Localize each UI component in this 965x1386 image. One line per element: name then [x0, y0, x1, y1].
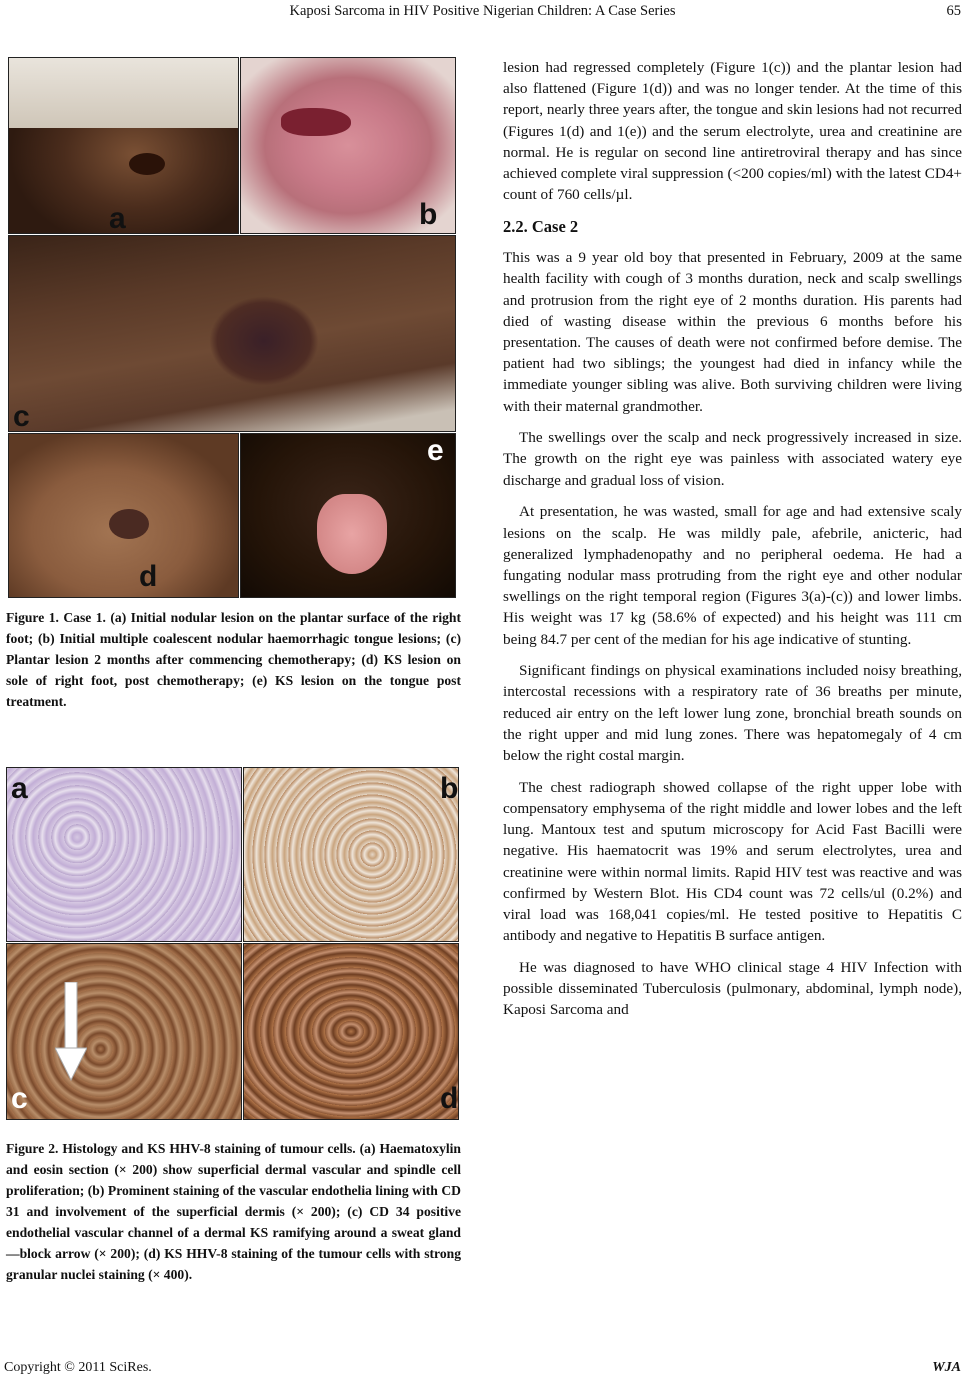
panel-label: e — [427, 434, 444, 467]
panel-label: a — [109, 202, 126, 234]
paragraph-continued: lesion had regressed completely (Figure 1(c)) and the plantar lesion had also flattened (Figure 1(d)) and was no longer tender. At the time of this report, nearly three years after, the tongue and skin lesions had not recurred (Figures 1(d) and 1(e)) and the serum electrolyte, urea and creatinine are normal. He is regular on second line antiretroviral therapy and has since achieved complete viral suppression (<200 copies/ml) with the latest CD4+ count of 760 cells/µl. — [503, 59, 962, 204]
journal-abbreviation: WJA — [932, 1360, 961, 1375]
figure-2-panel-d-micrograph — [243, 943, 459, 1120]
panel-label: a — [11, 772, 28, 805]
panel-label: c — [11, 1082, 28, 1115]
panel-label: d — [139, 560, 158, 593]
page-number: 65 — [946, 3, 961, 19]
panel-label: d — [440, 1082, 459, 1115]
paragraph-case-2-1: This was a 9 year old boy that presented in February, 2009 at the same health facility with cough of 3 months duration, neck and scalp swellings and protrusion from the right eye of 2 months duration. His parents had died of wasting disease within the previous 6 months before his presentation. The causes of death were not confirmed before demise. The patient had two siblings; the youngest had died in infancy while the immediate younger sibling was alive. Both surviving children were living with their maternal grandmother. — [503, 249, 962, 415]
figure-2-panel-c-micrograph — [6, 943, 242, 1120]
paragraph-case-2-4: Significant findings on physical examinations included noisy breathing, intercostal recessions with a respiratory rate of 36 breaths per minute, reduced air entry on the left lower lung zone, bronchial breath sounds on the right upper and mid lung zones. There was hepatomegaly of 4 cm below the right costal margin. — [503, 662, 962, 765]
paragraph-case-2-2: The swellings over the scalp and neck progressively increased in size. The growth on the right eye was painless with associated watery eye discharge and gradual loss of vision. — [503, 429, 962, 489]
page-footer — [0, 1360, 965, 1382]
figure-2-caption-text: Figure 2. Histology and KS HHV-8 staining of tumour cells. (a) Haematoxylin and eosin section (× 200) show superficial dermal vascular and spindle cell proliferation; (b) Prominent staining of the vascular endothelia lining with CD 31 and involvement of the superficial dermis (× 200); (c) CD 34 positive endothelial vascular channel of a dermal KS ramifying around a sweat gland—block arrow (× 200); (d) KS HHV-8 staining of the tumour cells with strong granular nuclei staining (× 400). — [6, 1141, 461, 1282]
figure-2-caption — [6, 1138, 461, 1285]
figure-1 — [8, 57, 457, 599]
right-column — [503, 57, 962, 1031]
panel-label: b — [419, 198, 438, 231]
block-arrow-icon — [55, 982, 87, 1082]
panel-label: c — [13, 400, 30, 432]
panel-label: b — [440, 772, 459, 805]
paragraph-case-2-3: At presentation, he was wasted, small for age and had extensive scaly lesions on the scalp. He was mildly pale, afebrile, anicteric, had generalized lymphadenopathy and no peripheral oedema. He had a fungating nodular mass protruding from the right eye and other nodular swellings on the right temporal region (Figures 3(a)-(c)) and lower limbs. His weight was 17 kg (58.6% of expected) and his height was 111 cm being 84.7 per cent of the median for his age indicative of stunting. — [503, 503, 962, 648]
paragraph-case-2-6: He was diagnosed to have WHO clinical stage 4 HIV Infection with possible disseminated Tuberculosis (pulmonary, abdominal, lymph node), Kaposi Sarcoma and — [503, 958, 962, 1019]
figure-1-panel-e-photo — [240, 433, 456, 598]
figure-2-panel-a-micrograph — [6, 767, 242, 942]
copyright-notice: Copyright © 2011 SciRes. — [4, 1360, 152, 1375]
figure-2-panel-b-micrograph — [243, 767, 459, 942]
figure-1-panel-c-photo — [8, 235, 456, 432]
figure-1-panel-d-photo — [8, 433, 239, 598]
figure-1-caption-text: Figure 1. Case 1. (a) Initial nodular lesion on the plantar surface of the right foot; (b) Initial multiple coalescent nodular haemorrhagic tongue lesions; (c) Plantar lesion 2 months after commencing chemotherapy; (d) KS lesion on sole of right foot, post chemotherapy; (e) KS lesion on the tongue post treatment. — [6, 610, 461, 709]
figure-1-caption — [6, 607, 461, 712]
figure-1-panel-b-photo — [240, 57, 456, 234]
running-title: Kaposi Sarcoma in HIV Positive Nigerian Children: A Case Series — [289, 3, 676, 19]
figure-1-panel-a-photo — [8, 57, 239, 234]
figure-2 — [6, 767, 460, 1121]
paragraph-case-2-5: The chest radiograph showed collapse of the right upper lobe with compensatory emphysema of the right middle and lower lobes and the left lung. Mantoux test and sputum microscopy for Acid Fast Bacilli were negative. His haematocrit was 19% and serum electrolytes, urea and creatinine were within normal limits. Rapid HIV test was reactive and was confirmed by Western Blot. His CD4 count was 72 cells/ul (0.2%) and viral load was 168,041 copies/ml. He tested positive to Hepatitis C antibody and negative to Hepatitis B surface antigen. — [503, 778, 962, 945]
running-header — [0, 3, 965, 25]
section-heading-case-2: 2.2. Case 2 — [503, 216, 579, 236]
